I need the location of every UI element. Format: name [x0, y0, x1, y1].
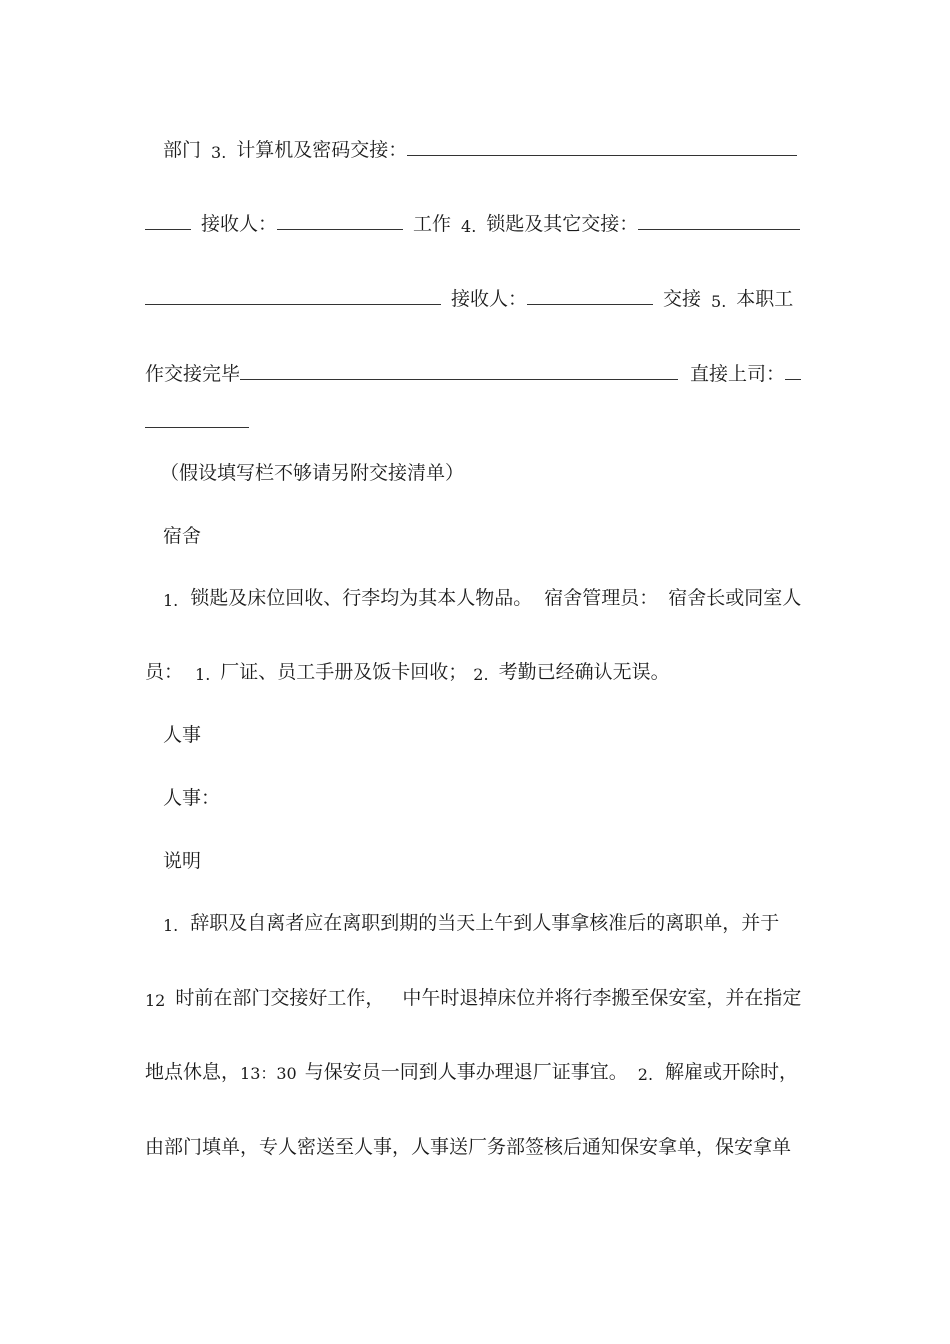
job-complete-label: 作交接完毕 [145, 363, 241, 385]
badge-return-text: 厂证、员工手册及饭卡回收； [220, 661, 468, 683]
supervisor-label: 直接上司： [690, 363, 786, 385]
notes-heading-text: 说明 [163, 850, 202, 872]
dorm-leader-text: 宿舍长或同室人 [668, 587, 802, 609]
time-number: 12 [145, 991, 166, 1010]
computer-password-field-cont[interactable] [145, 228, 191, 230]
handover-line-supervisor [145, 356, 805, 386]
time-number: 13：30 [240, 1064, 297, 1083]
handover-line-keys [145, 206, 805, 236]
keys-field-cont[interactable] [145, 303, 441, 305]
item-number: 1. [163, 916, 179, 935]
dept-label: 部门 [163, 139, 202, 161]
dorm-manager-label: 宿舍管理员： [544, 587, 659, 609]
handover-line-job [145, 281, 805, 311]
notes-text: 时前在部门交接好工作， [175, 987, 385, 1009]
supervisor-field[interactable] [785, 378, 801, 380]
dorm-line-2 [145, 654, 805, 684]
notes-line-2 [145, 980, 805, 1010]
notes-text: 与保安员一同到人事办理退厂证事宜。 [304, 1061, 628, 1083]
notes-line-1 [145, 905, 823, 935]
handover-label: 交接 [663, 288, 702, 310]
notes-line-3 [145, 1054, 805, 1084]
notes-line-4 [145, 1129, 805, 1159]
hr-label-line [145, 780, 823, 810]
keys-label: 锁匙及其它交接： [486, 213, 639, 235]
item-number: 1. [163, 591, 179, 610]
work-label: 工作 [413, 213, 452, 235]
notes-text: 中午时退掉床位并将行李搬至保安室，并在指定 [402, 987, 802, 1009]
hr-label: 人事： [163, 787, 221, 809]
dorm-heading-text: 宿舍 [163, 525, 202, 547]
notes-text: 由部门填单，专人密送至人事，人事送厂务部签核后通知保安拿单，保安拿单 [145, 1136, 792, 1158]
computer-password-field[interactable] [407, 154, 797, 156]
item-number: 5. [711, 292, 727, 311]
receiver-label: 接收人： [201, 213, 278, 235]
computer-password-label: 计算机及密码交接： [236, 139, 408, 161]
notes-heading [145, 843, 823, 873]
note-line [160, 455, 820, 485]
item-number: 2. [473, 665, 489, 684]
item-number: 4. [461, 217, 477, 236]
attendance-text: 考勤已经确认无误。 [498, 661, 670, 683]
notes-text: 地点休息， [145, 1061, 241, 1083]
job-complete-field[interactable] [240, 378, 678, 380]
handover-line-computer [145, 132, 823, 162]
job-label: 本职工 [736, 288, 794, 310]
item-number: 1. [195, 665, 211, 684]
item-number: 3. [211, 143, 227, 162]
receiver-field[interactable] [277, 228, 403, 230]
receiver-label: 接收人： [451, 288, 528, 310]
hr-heading-text: 人事 [163, 724, 202, 746]
staff-label: 员： [145, 661, 184, 683]
hr-heading [145, 717, 823, 747]
supervisor-field-line [145, 404, 805, 434]
notes-text: 辞职及自离者应在离职到期的当天上午到人事拿核准后的离职单，并于 [190, 912, 780, 934]
item-number: 2. [637, 1065, 654, 1084]
dorm-line-1 [145, 580, 823, 610]
dorm-check-text: 锁匙及床位回收、行李均为其本人物品。 [190, 587, 533, 609]
keys-field[interactable] [638, 228, 800, 230]
receiver-field[interactable] [527, 303, 653, 305]
supervisor-field-cont[interactable] [145, 426, 249, 428]
dorm-heading [145, 518, 823, 548]
notes-text: 解雇或开除时， [665, 1061, 799, 1083]
note-text: （假设填写栏不够请另附交接清单） [160, 462, 465, 484]
